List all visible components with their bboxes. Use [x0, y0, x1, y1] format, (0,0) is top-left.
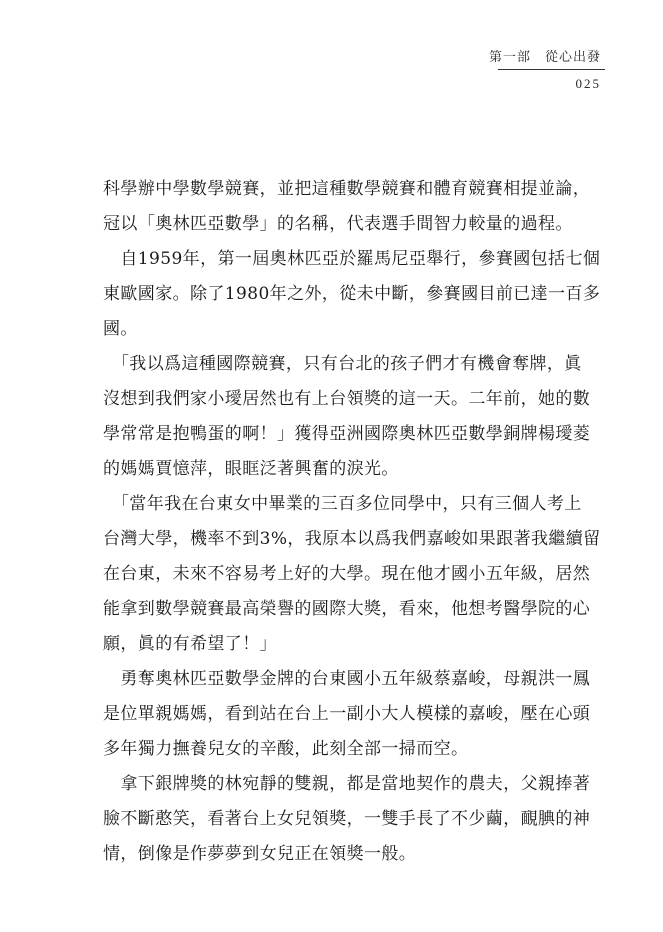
body-text [103, 172, 601, 872]
text-line: 是位單親媽媽，看到站在台上一副小大人模樣的嘉峻，壓在心頭 [103, 704, 591, 724]
text-line: 台灣大學，機率不到3%，我原本以爲我們嘉峻如果跟著我繼續留 [103, 529, 601, 549]
text-line: 能拿到數學競賽最高榮譽的國際大獎，看來，他想考醫學院的心 [103, 599, 591, 619]
text-line: 情，倒像是作夢夢到女兒正在領獎一般。 [103, 844, 417, 864]
text-line: 拿下銀牌獎的林宛靜的雙親，都是當地契作的農夫，父親捧著 [103, 774, 591, 794]
text-line: 「我以爲這種國際競賽，只有台北的孩子們才有機會奪牌，眞 [103, 354, 582, 374]
text-line: 科學辦中學數學競賽，並把這種數學競賽和體育競賽相提並論， [103, 179, 591, 199]
text-line: 自1959年，第一屆奧林匹亞於羅馬尼亞舉行，參賽國包括七個 [103, 249, 601, 269]
text-line: 願，眞的有希望了！」 [103, 634, 277, 654]
header-rule [498, 69, 605, 70]
text-line: 冠以「奧林匹亞數學」的名稱，代表選手間智力較量的過程。 [103, 214, 573, 234]
section-title: 第一部 從心出發 [488, 50, 601, 65]
text-line: 的媽媽賈憶萍，眼眶泛著興奮的淚光。 [103, 459, 399, 479]
text-line: 「當年我在台東女中畢業的三百多位同學中，只有三個人考上 [103, 494, 582, 514]
text-line: 臉不斷憨笑，看著台上女兒領獎，一雙手長了不少繭，靦腆的神 [103, 809, 591, 829]
text-line: 學常常是抱鴨蛋的啊！」獲得亞洲國際奧林匹亞數學銅牌楊璦菱 [103, 424, 591, 444]
text-line: 勇奪奧林匹亞數學金牌的台東國小五年級蔡嘉峻，母親洪一鳳 [103, 669, 591, 689]
text-line: 東歐國家。除了1980年之外，從未中斷，參賽國目前已達一百多 [103, 284, 601, 304]
page-number: 025 [575, 76, 601, 91]
running-header [0, 46, 663, 94]
text-line: 沒想到我們家小璦居然也有上台領獎的這一天。二年前，她的數 [103, 389, 591, 409]
text-line: 國。 [103, 319, 138, 339]
text-line: 在台東，未來不容易考上好的大學。現在他才國小五年級，居然 [103, 564, 591, 584]
text-line: 多年獨力撫養兒女的辛酸，此刻全部一掃而空。 [103, 739, 469, 759]
